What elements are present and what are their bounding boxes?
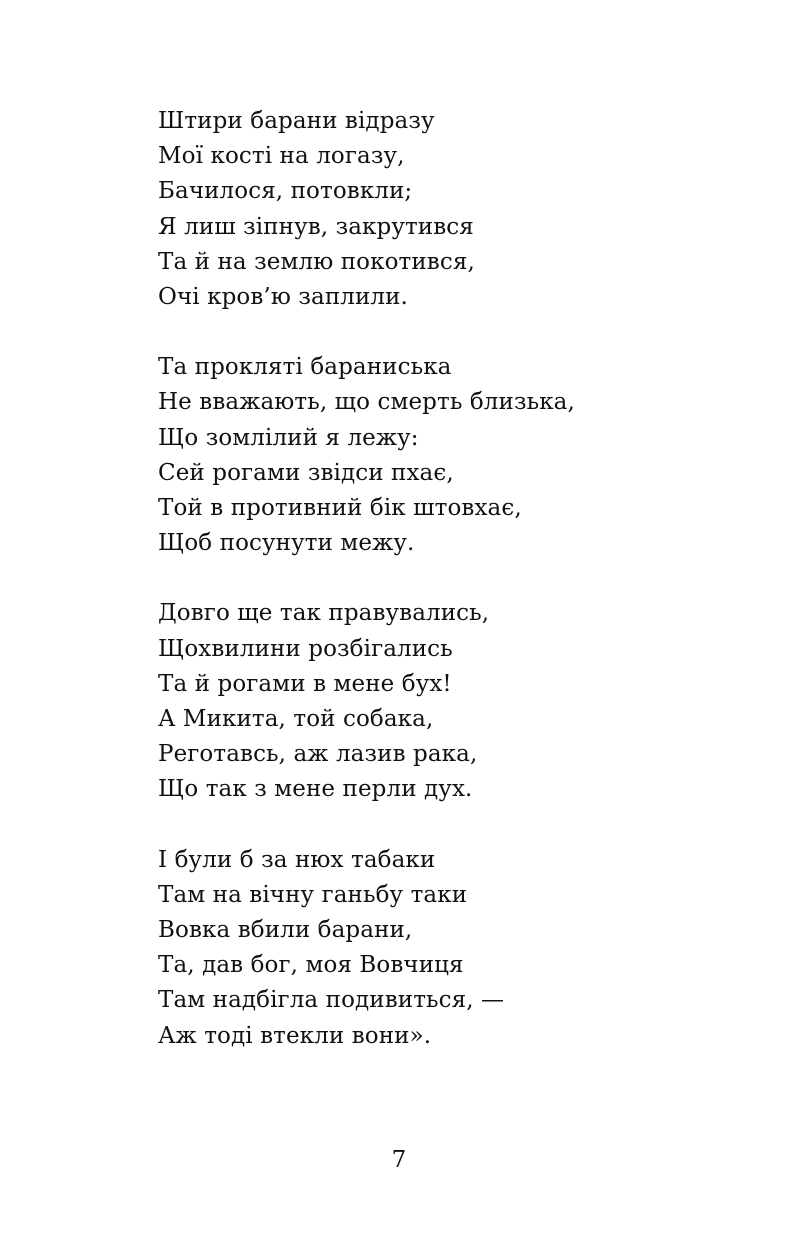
- verse-line: Очі кров’ю заплили.: [158, 284, 408, 311]
- verse-line: Сей рогами звідси пхає,: [158, 459, 454, 486]
- stanza-2: [158, 350, 758, 561]
- verse-line: Та прокляті бараниська: [158, 354, 452, 381]
- verse-line: Довго ще так правувались,: [158, 600, 490, 627]
- verse-line: Та, дав бог, моя Вовчиця: [158, 952, 464, 979]
- stanza-4: [158, 843, 758, 1054]
- verse-line: І були б за нюх табаки: [158, 846, 436, 873]
- verse-line: Не вважають, що смерть близька,: [158, 389, 575, 416]
- verse-line: Штири барани відразу: [158, 108, 435, 134]
- verse-line: Там надбігла подивиться, —: [158, 987, 505, 1014]
- verse-line: Реготавсь, аж лазив рака,: [158, 741, 478, 768]
- poem: [158, 104, 758, 1089]
- verse-line: Щохвилини розбігались: [158, 635, 453, 662]
- verse-line: Що зомлілий я лежу:: [158, 424, 419, 451]
- verse-line: Мої кості на логазу,: [158, 143, 405, 170]
- verse-line: А Микита, той собака,: [158, 706, 434, 733]
- verse-line: Я лиш зіпнув, закрутився: [158, 213, 474, 240]
- verse-line: Там на вічну ганьбу таки: [158, 881, 468, 908]
- verse-line: Бачилося, потовкли;: [158, 178, 413, 205]
- verse-line: Що так з мене перли дух.: [158, 776, 473, 803]
- verse-line: Та й рогами в мене бух!: [158, 670, 452, 697]
- verse-line: Та й на землю покотився,: [158, 248, 475, 275]
- verse-line: Вовка вбили барани,: [158, 917, 413, 944]
- page-number: 7: [391, 1147, 407, 1173]
- verse-line: Аж тоді втекли вони».: [158, 1022, 432, 1049]
- verse-line: Щоб посунути межу.: [158, 530, 415, 557]
- verse-line: Той в противний бік штовхає,: [158, 495, 522, 522]
- stanza-3: [158, 596, 758, 807]
- stanza-1: [158, 104, 758, 315]
